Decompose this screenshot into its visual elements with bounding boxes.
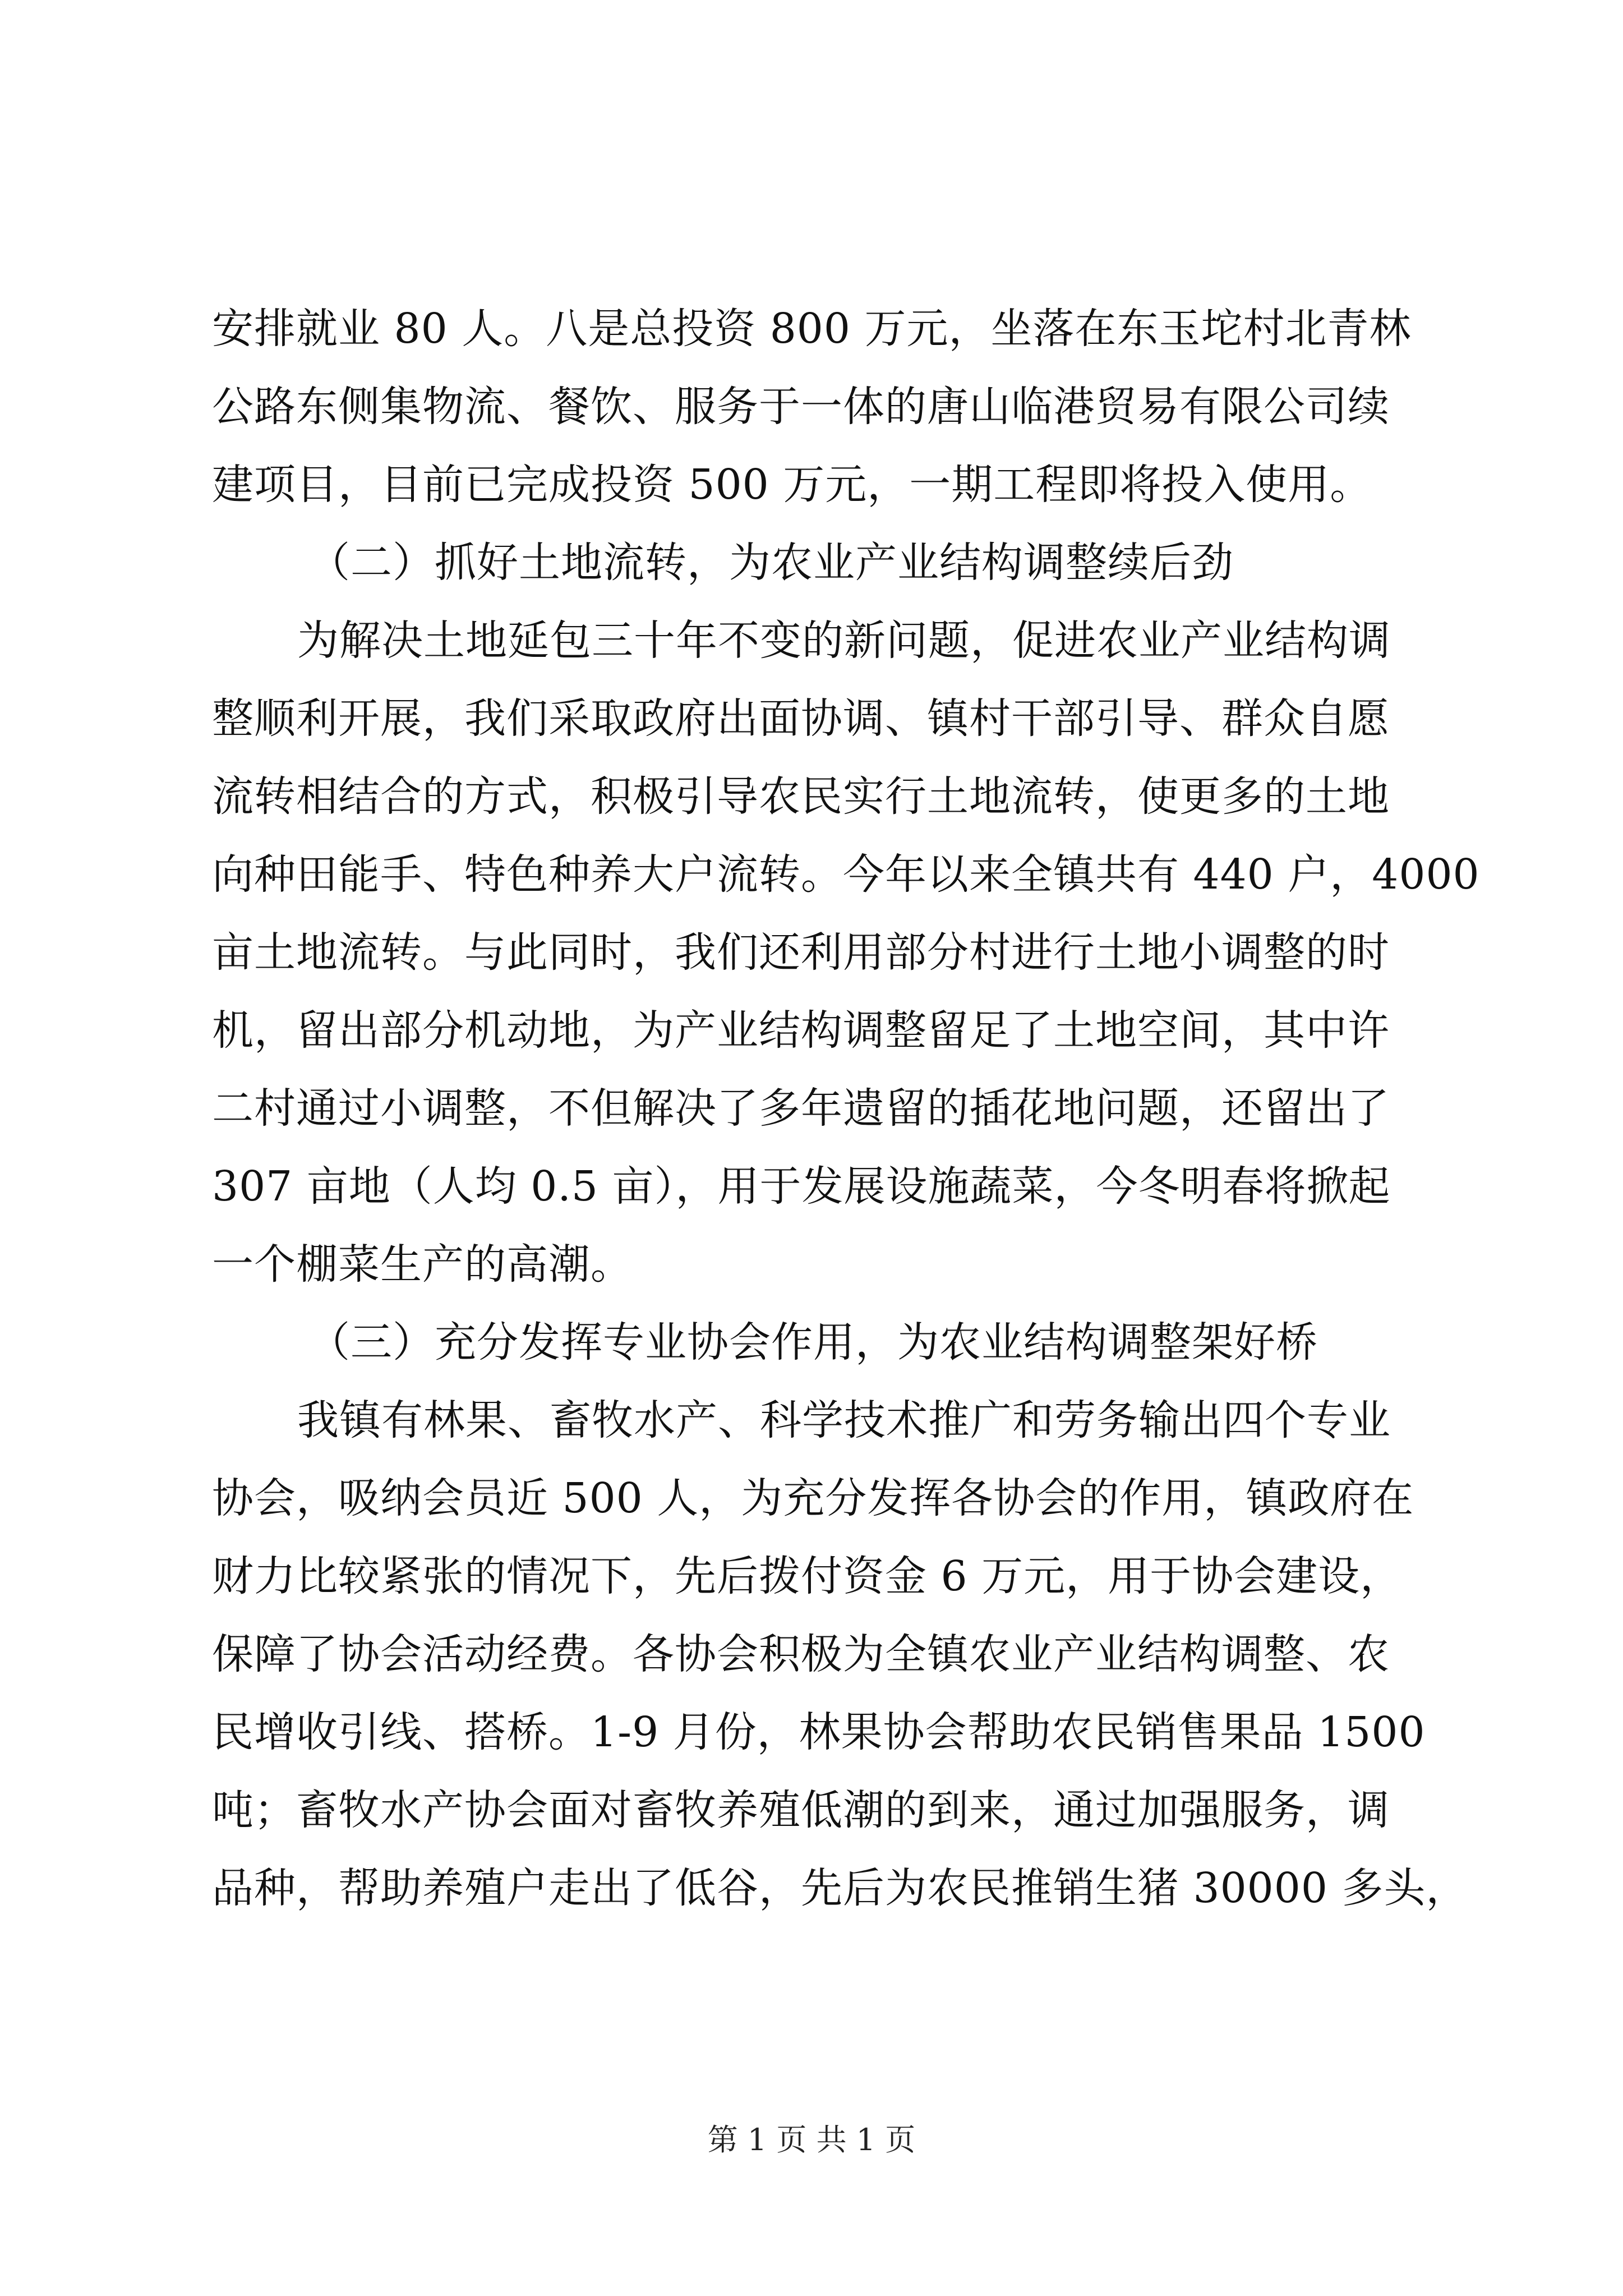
paragraph-line: 向种田能手、特色种养大户流转。今年以来全镇共有 440 户，4000 bbox=[212, 850, 1480, 899]
paragraph-line: 一个棚菜生产的高潮。 bbox=[212, 1240, 633, 1289]
paragraph-line: 吨；畜牧水产协会面对畜牧养殖低潮的到来，通过加强服务，调 bbox=[212, 1786, 1390, 1834]
paragraph-line: 品种，帮助养殖户走出了低谷，先后为农民推销生猪 30000 多头， bbox=[212, 1864, 1468, 1912]
paragraph-line: 我镇有林果、畜牧水产、科学技术推广和劳务输出四个专业 bbox=[297, 1396, 1391, 1444]
paragraph-line: 财力比较紧张的情况下，先后拨付资金 6 万元，用于协会建设， bbox=[212, 1552, 1403, 1600]
paragraph-line: 整顺利开展，我们采取政府出面协调、镇村干部引导、群众自愿 bbox=[212, 694, 1390, 743]
paragraph-line: 建项目，目前已完成投资 500 万元，一期工程即将投入使用。 bbox=[212, 461, 1372, 509]
paragraph-line: 二村通过小调整，不但解决了多年遗留的插花地问题，还留出了 bbox=[212, 1084, 1390, 1133]
paragraph-line: 为解决土地延包三十年不变的新问题，促进农业产业结构调 bbox=[297, 616, 1391, 665]
paragraph-line: 公路东侧集物流、餐饮、服务于一体的唐山临港贸易有限公司续 bbox=[212, 383, 1390, 431]
paragraph-line: 机，留出部分机动地，为产业结构调整留足了土地空间，其中许 bbox=[212, 1006, 1390, 1055]
paragraph-line: 民增收引线、搭桥。1-9 月份，林果协会帮助农民销售果品 1500 bbox=[212, 1708, 1426, 1756]
paragraph-line: 亩土地流转。与此同时，我们还利用部分村进行土地小调整的时 bbox=[212, 928, 1390, 977]
section-heading: （三）充分发挥专业协会作用，为农业结构调整架好桥 bbox=[308, 1318, 1318, 1366]
section-heading: （二）抓好土地流转，为农业产业结构调整续后劲 bbox=[308, 539, 1234, 587]
paragraph-line: 307 亩地（人均 0.5 亩），用于发展设施蔬菜，今冬明春将掀起 bbox=[212, 1162, 1391, 1211]
page-footer: 第 1 页 共 1 页 bbox=[707, 2122, 916, 2157]
paragraph-line: 安排就业 80 人。八是总投资 800 万元，坐落在东玉坨村北青林 bbox=[212, 305, 1412, 353]
paragraph-line: 流转相结合的方式，积极引导农民实行土地流转，使更多的土地 bbox=[212, 772, 1390, 821]
paragraph-line: 保障了协会活动经费。各协会积极为全镇农业产业结构调整、农 bbox=[212, 1630, 1390, 1678]
paragraph-line: 协会，吸纳会员近 500 人，为充分发挥各协会的作用，镇政府在 bbox=[212, 1474, 1414, 1522]
